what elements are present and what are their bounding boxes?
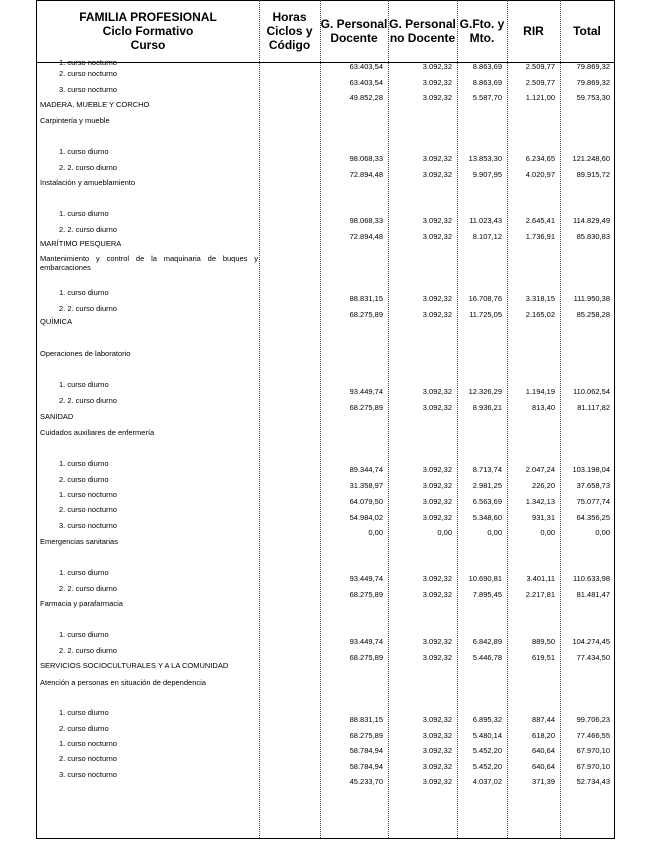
cell-personal-docente: 89.344,74 bbox=[349, 465, 383, 474]
cell-gfto: 8.713,74 bbox=[472, 465, 502, 474]
table-row bbox=[37, 387, 614, 403]
cell-personal-docente: 68.275,89 bbox=[349, 590, 383, 599]
cell-personal-no-docente: 3.092,32 bbox=[422, 777, 452, 786]
cell-total: 77.466,55 bbox=[576, 731, 610, 740]
cell-rir: 3.318,15 bbox=[525, 294, 555, 303]
cell-personal-no-docente: 3.092,32 bbox=[422, 78, 452, 87]
cell-personal-docente: 88.831,15 bbox=[349, 715, 383, 724]
cell-gfto: 11.023,43 bbox=[469, 216, 502, 225]
cell-rir: 371,39 bbox=[532, 777, 555, 786]
curso-label: 2. curso nocturno bbox=[59, 505, 117, 514]
ciclo-label: Cuidados auxiliares de enfermería bbox=[40, 428, 155, 437]
cell-personal-no-docente: 3.092,32 bbox=[422, 746, 452, 755]
hours-code-cell bbox=[37, 544, 97, 560]
cell-gfto: 8.936,21 bbox=[472, 403, 502, 412]
cell-gfto: 12.326,29 bbox=[468, 387, 502, 396]
familia-label-row bbox=[37, 100, 614, 116]
cell-personal-docente: 98.068,33 bbox=[349, 216, 383, 225]
cell-personal-docente: 93.449,74 bbox=[349, 574, 383, 583]
familia-label: QUÍMICA bbox=[40, 317, 73, 326]
cell-personal-no-docente: 3.092,32 bbox=[422, 93, 452, 102]
familia-label-row bbox=[37, 661, 614, 677]
curso-label: 1. curso nocturno bbox=[59, 58, 117, 67]
table-row bbox=[37, 481, 614, 497]
ciclo-label: Farmacia y parafarmacia bbox=[40, 599, 123, 608]
cell-total: 89.915,72 bbox=[576, 170, 610, 179]
cell-personal-no-docente: 3.092,32 bbox=[422, 216, 452, 225]
cell-total: 121.248,60 bbox=[572, 154, 610, 163]
table-row bbox=[37, 777, 614, 793]
table-row bbox=[37, 715, 614, 731]
cell-rir: 618,20 bbox=[532, 731, 555, 740]
table-row bbox=[37, 154, 614, 170]
cell-rir: 3.401,11 bbox=[526, 574, 555, 583]
cell-rir: 640,64 bbox=[532, 746, 555, 755]
curso-label: 2. curso nocturno bbox=[59, 754, 117, 763]
cell-gfto: 11.725,05 bbox=[469, 310, 502, 319]
curso-label: 1. curso diurno bbox=[59, 568, 109, 577]
ciclo-label-row bbox=[37, 349, 614, 365]
cell-rir: 640,64 bbox=[532, 762, 555, 771]
cell-total: 99.706,23 bbox=[576, 715, 610, 724]
cell-rir: 6.234,65 bbox=[525, 154, 555, 163]
ciclo-label-row bbox=[37, 254, 614, 270]
cell-total: 67.970,10 bbox=[576, 762, 610, 771]
cell-personal-docente: 93.449,74 bbox=[349, 637, 383, 646]
cell-gfto: 6.563,69 bbox=[472, 497, 502, 506]
curso-label: 2. curso diurno bbox=[59, 724, 109, 733]
cell-personal-docente: 54.984,02 bbox=[349, 513, 383, 522]
table-row bbox=[37, 497, 614, 513]
cell-gfto: 6.842,89 bbox=[472, 637, 502, 646]
cell-personal-no-docente: 3.092,32 bbox=[422, 731, 452, 740]
budget-table bbox=[36, 0, 615, 839]
cell-personal-docente: 72.894,48 bbox=[349, 170, 383, 179]
cell-personal-no-docente: 3.092,32 bbox=[422, 294, 452, 303]
cell-gfto: 16.708,76 bbox=[468, 294, 502, 303]
cell-personal-no-docente: 3.092,32 bbox=[422, 232, 452, 241]
familia-label-row bbox=[37, 317, 614, 333]
curso-label: 2. 2. curso diurno bbox=[59, 396, 117, 405]
cell-total: 85.830,83 bbox=[576, 232, 610, 241]
familia-label: SERVICIOS SOCIOCULTURALES Y A LA COMUNIDAD bbox=[40, 661, 229, 670]
cell-rir: 889,50 bbox=[532, 637, 555, 646]
cell-total: 79.869,32 bbox=[576, 62, 610, 71]
cell-personal-no-docente: 3.092,32 bbox=[422, 590, 452, 599]
cell-total: 67.970,10 bbox=[576, 746, 610, 755]
cell-total: 75.077,74 bbox=[576, 497, 610, 506]
cell-personal-no-docente: 3.092,32 bbox=[422, 465, 452, 474]
cell-total: 114.829,49 bbox=[573, 216, 610, 225]
curso-label: 1. curso diurno bbox=[59, 630, 109, 639]
curso-label: 3. curso nocturno bbox=[59, 770, 117, 779]
cell-personal-docente: 45.233,70 bbox=[349, 777, 383, 786]
table-row bbox=[37, 62, 614, 78]
ciclo-label-row bbox=[37, 428, 614, 444]
cell-personal-no-docente: 3.092,32 bbox=[422, 715, 452, 724]
hours-code-cell bbox=[37, 185, 97, 201]
cell-rir: 1.121,00 bbox=[525, 93, 555, 102]
curso-label: 2. curso diurno bbox=[59, 475, 109, 484]
cell-total: 79.869,32 bbox=[576, 78, 610, 87]
cell-gfto: 5.587,70 bbox=[472, 93, 502, 102]
header-familia: FAMILIA PROFESIONAL Ciclo Formativo Curso bbox=[79, 10, 217, 52]
cell-personal-no-docente: 3.092,32 bbox=[422, 497, 452, 506]
table-row bbox=[37, 574, 614, 590]
cell-personal-docente: 93.449,74 bbox=[349, 387, 383, 396]
hours-code-cell bbox=[37, 684, 97, 700]
header-personal-docente: G. Personal Docente bbox=[320, 17, 388, 45]
cell-total: 104.274,45 bbox=[572, 637, 610, 646]
cell-gfto: 9.907,95 bbox=[472, 170, 502, 179]
cell-personal-docente: 58.784,94 bbox=[349, 762, 383, 771]
familia-label-row bbox=[37, 412, 614, 428]
curso-label: 1. curso nocturno bbox=[59, 739, 117, 748]
table-row bbox=[37, 294, 614, 310]
table-row bbox=[37, 513, 614, 529]
cell-gfto: 6.895,32 bbox=[472, 715, 502, 724]
cell-total: 103.198,04 bbox=[572, 465, 610, 474]
hours-code-cell bbox=[37, 434, 97, 450]
cell-personal-no-docente: 3.092,32 bbox=[422, 637, 452, 646]
cell-personal-no-docente: 3.092,32 bbox=[422, 62, 452, 71]
ciclo-label: Mantenimiento y control de la maquinaria de buques y embarcaciones bbox=[40, 254, 258, 272]
cell-gfto: 8.863,69 bbox=[472, 62, 502, 71]
cell-total: 64.356,25 bbox=[576, 513, 610, 522]
curso-label: 2. curso nocturno bbox=[59, 69, 117, 78]
hours-code-cell bbox=[37, 356, 97, 372]
cell-gfto: 5.452,20 bbox=[472, 746, 502, 755]
curso-label: 1. curso diurno bbox=[59, 708, 109, 717]
curso-label: 1. curso diurno bbox=[59, 209, 109, 218]
ciclo-label-row bbox=[37, 678, 614, 694]
ciclo-label: Emergencias sanitarias bbox=[40, 537, 118, 546]
cell-personal-docente: 58.784,94 bbox=[349, 746, 383, 755]
curso-label: 1. curso nocturno bbox=[59, 490, 117, 499]
curso-label: 2. 2. curso diurno bbox=[59, 584, 117, 593]
hours-code-cell bbox=[37, 263, 97, 279]
header-rir: RIR bbox=[523, 24, 544, 38]
cell-rir: 2.509,77 bbox=[525, 62, 555, 71]
cell-rir: 1.736,91 bbox=[525, 232, 555, 241]
curso-label: 2. 2. curso diurno bbox=[59, 304, 117, 313]
cell-total: 110.633,98 bbox=[573, 574, 610, 583]
cell-gfto: 5.480,14 bbox=[472, 731, 502, 740]
cell-personal-no-docente: 3.092,32 bbox=[422, 481, 452, 490]
cell-personal-docente: 98.068,33 bbox=[349, 154, 383, 163]
cell-personal-no-docente: 3.092,32 bbox=[422, 762, 452, 771]
cell-gfto: 5.446,78 bbox=[472, 653, 502, 662]
curso-label: 1. curso diurno bbox=[59, 380, 109, 389]
cell-personal-no-docente: 3.092,32 bbox=[422, 387, 452, 396]
ciclo-label-row bbox=[37, 178, 614, 194]
table-row bbox=[37, 216, 614, 232]
cell-total: 52.734,43 bbox=[576, 777, 610, 786]
cell-gfto: 8.107,12 bbox=[472, 232, 502, 241]
cell-personal-no-docente: 3.092,32 bbox=[422, 403, 452, 412]
table-row bbox=[37, 637, 614, 653]
cell-total: 81.481,47 bbox=[576, 590, 610, 599]
cell-rir: 226,20 bbox=[532, 481, 555, 490]
cell-personal-no-docente: 3.092,32 bbox=[422, 310, 452, 319]
header-total: Total bbox=[573, 24, 601, 38]
cell-personal-docente: 68.275,89 bbox=[349, 731, 383, 740]
curso-label: 2. 2. curso diurno bbox=[59, 646, 117, 655]
cell-gfto: 7.895,45 bbox=[472, 590, 502, 599]
cell-gfto: 5.452,20 bbox=[472, 762, 502, 771]
ciclo-label-row bbox=[37, 116, 614, 132]
curso-label: 2. 2. curso diurno bbox=[59, 163, 117, 172]
table-row bbox=[37, 762, 614, 778]
cell-gfto: 4.037,02 bbox=[472, 777, 502, 786]
cell-rir: 931,31 bbox=[532, 513, 555, 522]
ciclo-label: Operaciones de laboratorio bbox=[40, 349, 131, 358]
familia-label: MARÍTIMO PESQUERA bbox=[40, 239, 122, 248]
cell-personal-no-docente: 3.092,32 bbox=[422, 154, 452, 163]
familia-label: MADERA, MUEBLE Y CORCHO bbox=[40, 100, 150, 109]
cell-personal-docente: 0,00 bbox=[368, 528, 383, 537]
cell-rir: 887,44 bbox=[532, 715, 555, 724]
curso-label: 1. curso diurno bbox=[59, 459, 109, 468]
cell-rir: 2.509,77 bbox=[525, 78, 555, 87]
cell-personal-no-docente: 3.092,32 bbox=[422, 513, 452, 522]
cell-rir: 0,00 bbox=[540, 528, 555, 537]
familia-label: SANIDAD bbox=[40, 412, 74, 421]
cell-personal-no-docente: 3.092,32 bbox=[422, 170, 452, 179]
curso-label: 3. curso nocturno bbox=[59, 521, 117, 530]
cell-total: 77.434,50 bbox=[576, 653, 610, 662]
cell-total: 110.062,54 bbox=[573, 387, 610, 396]
curso-label: 1. curso diurno bbox=[59, 288, 109, 297]
cell-gfto: 5.348,60 bbox=[472, 513, 502, 522]
cell-gfto: 10.690,81 bbox=[468, 574, 502, 583]
cell-rir: 2.047,24 bbox=[525, 465, 555, 474]
cell-personal-no-docente: 0,00 bbox=[437, 528, 452, 537]
hours-code-cell bbox=[37, 123, 97, 139]
cell-personal-docente: 68.275,89 bbox=[349, 310, 383, 319]
curso-label: 3. curso nocturno bbox=[59, 85, 117, 94]
ciclo-label-row bbox=[37, 537, 614, 553]
cell-rir: 1.194,19 bbox=[525, 387, 555, 396]
table-row bbox=[37, 465, 614, 481]
cell-rir: 1.342,13 bbox=[525, 497, 555, 506]
cell-total: 81.117,82 bbox=[577, 403, 610, 412]
hours-code-cell bbox=[37, 606, 97, 622]
cell-total: 37.658,73 bbox=[576, 481, 610, 490]
table-row bbox=[37, 78, 614, 94]
header-personal-no-docente: G. Personal no Docente bbox=[389, 17, 456, 45]
ciclo-label-row bbox=[37, 599, 614, 615]
header-gfto: G.Fto. y Mto. bbox=[459, 17, 505, 45]
cell-rir: 2.217,81 bbox=[525, 590, 555, 599]
cell-personal-docente: 72.894,48 bbox=[349, 232, 383, 241]
cell-personal-docente: 88.831,15 bbox=[349, 294, 383, 303]
ciclo-label: Instalación y amueblamiento bbox=[40, 178, 136, 187]
cell-rir: 2.165,02 bbox=[525, 310, 555, 319]
cell-total: 0,00 bbox=[595, 528, 610, 537]
table-row bbox=[37, 731, 614, 747]
curso-label: 1. curso diurno bbox=[59, 147, 109, 156]
cell-personal-docente: 68.275,89 bbox=[349, 653, 383, 662]
cell-gfto: 13.853,30 bbox=[468, 154, 502, 163]
cell-personal-docente: 63.403,54 bbox=[349, 62, 383, 71]
familia-label-row bbox=[37, 239, 614, 255]
cell-rir: 813,40 bbox=[532, 403, 555, 412]
cell-gfto: 8.863,69 bbox=[472, 78, 502, 87]
cell-total: 111.950,38 bbox=[573, 294, 610, 303]
cell-personal-no-docente: 3.092,32 bbox=[422, 574, 452, 583]
cell-personal-docente: 63.403,54 bbox=[349, 78, 383, 87]
curso-label: 2. 2. curso diurno bbox=[59, 225, 117, 234]
cell-total: 85.258,28 bbox=[576, 310, 610, 319]
cell-gfto: 2.981,25 bbox=[472, 481, 502, 490]
cell-personal-docente: 64.079,50 bbox=[349, 497, 383, 506]
cell-rir: 4.020,97 bbox=[525, 170, 555, 179]
cell-personal-no-docente: 3.092,32 bbox=[422, 653, 452, 662]
cell-rir: 619,51 bbox=[532, 653, 555, 662]
cell-personal-docente: 49.852,28 bbox=[349, 93, 383, 102]
cell-personal-docente: 68.275,89 bbox=[349, 403, 383, 412]
cell-personal-docente: 31.358,97 bbox=[349, 481, 383, 490]
ciclo-label: Carpintería y mueble bbox=[40, 116, 110, 125]
header-horas: Horas Ciclos y Código bbox=[266, 10, 313, 52]
cell-total: 59.753,30 bbox=[576, 93, 610, 102]
cell-rir: 2.645,41 bbox=[525, 216, 555, 225]
cell-gfto: 0,00 bbox=[487, 528, 502, 537]
ciclo-label: Atención a personas en situación de dependencia bbox=[40, 678, 206, 687]
table-row bbox=[37, 746, 614, 762]
